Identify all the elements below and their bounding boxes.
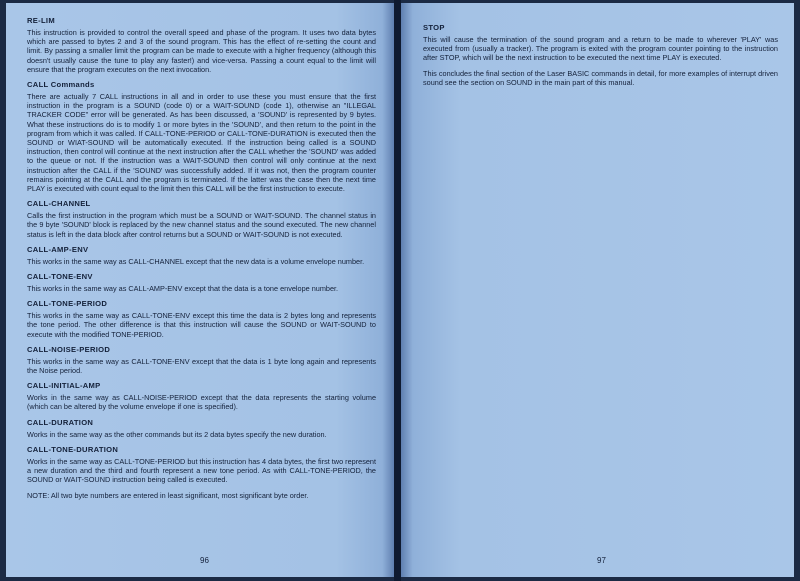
- section-re-lim: [27, 16, 376, 74]
- section-call-tone-duration: [27, 445, 376, 500]
- section-call-channel: [27, 199, 376, 239]
- section-paragraph: This concludes the final section of the Laser BASIC commands in detail, for more examples of interrupt driven sound see the section on SOUND in the main part of this manual.: [423, 68, 778, 87]
- right-page-content: [423, 23, 778, 87]
- section-call-noise-period: [27, 345, 376, 375]
- section-heading: RE-LIM: [27, 16, 55, 25]
- section-paragraph: NOTE: All two byte numbers are entered in least significant, most significant byte order.: [27, 490, 309, 500]
- section-call-tone-env: [27, 272, 376, 293]
- section-paragraph: This works in the same way as CALL-CHANNEL except that the new data is a volume envelope number.: [27, 256, 365, 266]
- section-call-duration: [27, 418, 376, 439]
- section-paragraph: Works in the same way as the other commands but its 2 data bytes specify the new duration.: [27, 429, 327, 439]
- right-page: [401, 3, 794, 577]
- section-paragraph: Works in the same way as CALL-NOISE-PERIOD except that the data represents the starting volume (which can be altered by the volume envelope if one is specified).: [27, 393, 376, 412]
- section-heading: STOP: [423, 23, 445, 32]
- section-paragraph: This works in the same way as CALL-AMP-ENV except that the data is a tone envelope number.: [27, 284, 339, 294]
- section-heading: CALL-CHANNEL: [27, 199, 91, 209]
- section-call-amp-env: [27, 245, 376, 266]
- section-call-initial-amp: [27, 381, 376, 411]
- section-heading: CALL-TONE-DURATION: [27, 444, 119, 454]
- section-call-commands: [27, 80, 376, 193]
- section-heading: CALL-AMP-ENV: [27, 244, 89, 254]
- section-heading: CALL-INITIAL-AMP: [27, 381, 101, 391]
- left-page: [6, 3, 394, 577]
- section-paragraph: This will cause the termination of the sound program and a return to be made to wherever 'PLAY' was executed from (usually a tracker). The program is exited with the program counter pointing to the instruction after STOP, which will be the next instruction to be executed the next time PLAY is executed.: [423, 35, 778, 63]
- section-heading: CALL-NOISE-PERIOD: [27, 344, 111, 354]
- section-paragraph: This works in the same way as CALL-TONE-ENV except this time the data is 2 bytes long and represents the tone period. The other difference is that this instruction will cause the SOUND or WAIT-SOUND to execute with the modified TONE-PERIOD.: [27, 311, 376, 339]
- section-stop: [423, 23, 778, 87]
- section-heading: CALL-TONE-ENV: [27, 272, 93, 282]
- section-paragraph: Works in the same way as CALL-TONE-PERIOD but this instruction has 4 data bytes, the first two represent a new duration and the third and fourth represent a new tone period. As with CALL-TONE-PERIOD, the SOUND or WAIT-SOUND instruction being called is executed.: [27, 456, 376, 485]
- section-call-tone-period: [27, 299, 376, 339]
- right-page-number: 97: [597, 555, 606, 565]
- left-page-content: [27, 16, 376, 500]
- section-paragraph: This instruction is provided to control the overall speed and phase of the program. It uses two data bytes which are passed to bytes 2 and 3 of the sound program. This has the effect of re-setting the count and limit. By passing a smaller limit the program can be made to execute with a higher frequency (although this doesn't usually cause the tune to play any faster!) and vice-versa. Passing a count equal to the limit will ensure that the program executes on the next invocation.: [27, 28, 376, 74]
- section-paragraph: Calls the first instruction in the program which must be a SOUND or WAIT-SOUND. The channel status in the 9 byte 'SOUND' block is replaced by the new channel status and the sound executed. The new channel status is left in the data block after control returns but a SOUND or WAIT-SOUND is not executed.: [27, 211, 376, 239]
- section-heading: CALL-TONE-PERIOD: [27, 299, 108, 309]
- section-paragraph: This works in the same way as CALL-TONE-ENV except that the data is 1 byte long again and represents the Noise period.: [27, 356, 376, 376]
- left-page-number: 96: [200, 555, 209, 565]
- section-heading: CALL Commands: [27, 80, 95, 90]
- section-heading: CALL-DURATION: [27, 417, 94, 427]
- book-gutter: [394, 0, 401, 581]
- section-paragraph: There are actually 7 CALL instructions in all and in order to use these you must ensure that the first instruction in the program is a SOUND (code 0) or a WAIT-SOUND (code 1), otherwise an "ILLEGAL TRACKER CODE" error will be generated. As has been discussed, a 'SOUND' is represented by 9 bytes. What these instructions do is to modify 1 or more bytes in the 'SOUND', and then return to the point in the program from which it was called. If CALL-TONE-PERIOD or CALL-TONE-DURATION is executed then the SOUND or WIAT-SOUND will be automatically executed. If the instruction being called is a SOUND instruction, then control will continue at the next instruction after the CALL whether the 'SOUND' was added to the queue or not. If the instruction was a WAIT-SOUND then control will only continue at the next instruction after the CALL if the 'SOUND' was successfully added. If it was not, then the program counter remains pointing at the CALL and the program is terminated. If the latter was the case then the next time PLAY is executed with count equal to the limit then this CALL will be the first instruction to execute.: [27, 92, 376, 194]
